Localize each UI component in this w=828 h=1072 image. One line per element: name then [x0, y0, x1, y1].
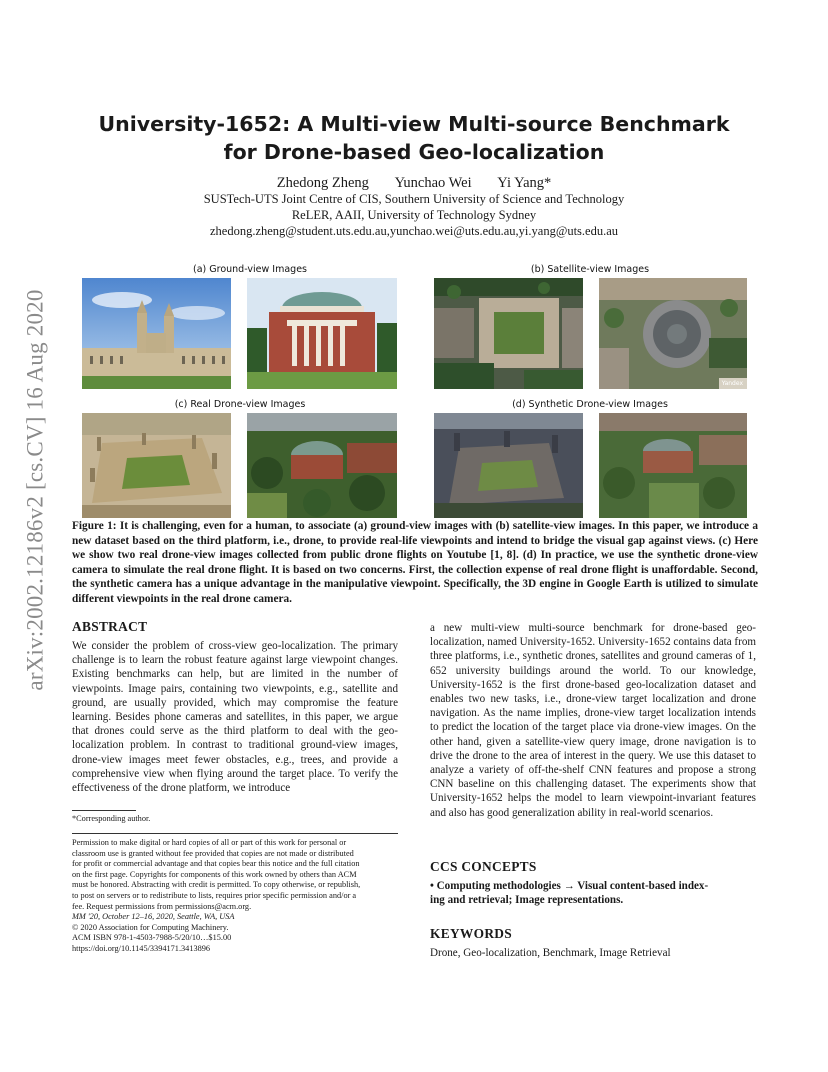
- satellite-watermark: Yandex: [721, 380, 743, 387]
- permission-line: for profit or commercial advantage and that copies bear this notice and the full citation: [72, 859, 360, 869]
- permission-line: Permission to make digital or hard copies of all or part of this work for personal or: [72, 838, 347, 847]
- affiliation-2: ReLER, AAII, University of Technology Sydney: [291, 208, 537, 222]
- abstract-heading: ABSTRACT: [72, 619, 148, 634]
- keywords-heading: KEYWORDS: [430, 926, 513, 941]
- permission-line: classroom use is granted without fee provided that copies are not made or distributed: [72, 848, 354, 858]
- figure-label-b: (b) Satellite-view Images: [530, 264, 650, 275]
- permission-line: fee. Request permissions from permissions@acm.org.: [72, 901, 252, 911]
- affiliation-1: SUSTech-UTS Joint Centre of CIS, Southern University of Science and Technology: [203, 192, 625, 206]
- footnote-rule: [72, 810, 136, 811]
- author-1: Zhedong Zheng: [276, 175, 369, 191]
- permission-rule: [72, 833, 398, 834]
- permission-line: to post on servers or to redistribute to lists, requires prior specific permission and/or a: [72, 890, 357, 900]
- ground-view-image-1: [82, 278, 231, 389]
- author-list: [72, 174, 756, 192]
- title-line-1: University-1652: A Multi-view Multi-source Benchmark: [98, 112, 730, 136]
- ccs-line-1: • Computing methodologies → Visual content-based index-: [430, 880, 709, 892]
- permission-line: on the first page. Copyrights for components of this work owned by others than ACM: [72, 869, 357, 879]
- real-drone-image-1: [82, 413, 231, 518]
- ccs-heading: CCS CONCEPTS: [430, 859, 537, 874]
- paper-title: [72, 110, 756, 166]
- real-drone-image-2: [247, 413, 397, 518]
- ground-view-image-2: [247, 278, 397, 389]
- keywords-text: Drone, Geo-localization, Benchmark, Image Retrieval: [430, 947, 671, 959]
- author-emails: zhedong.zheng@student.uts.edu.au,yunchao.wei@uts.edu.au,yi.yang@uts.edu.au: [209, 224, 619, 238]
- ccs-concepts: [430, 879, 756, 907]
- satellite-view-image-2: [599, 278, 747, 389]
- synthetic-drone-image-2: [599, 413, 747, 518]
- ccs-line-2: ing and retrieval; Image representations.: [430, 894, 624, 907]
- conference-line: MM '20, October 12–16, 2020, Seattle, WA, USA: [72, 912, 235, 922]
- author-3: Yi Yang*: [497, 175, 552, 191]
- arxiv-stamp: [16, 270, 56, 710]
- figure-label-a: (a) Ground-view Images: [193, 264, 307, 275]
- copyright-line: © 2020 Association for Computing Machinery.: [72, 922, 229, 932]
- figure-caption: Figure 1: It is challenging, even for a human, to associate (a) ground-view images with (b) satellite-view images. In this paper, we introduce a new dataset based on the third platform, i.e., drone, to provide real-life viewpoints and intend to bridge the visual gap against views. (c) Here we show two real drone-view images collected from public drone flights on Youtube [1, 8]. (d) In practice, we use the synthetic drone-view camera to simulate the real drone flight. It is based on two concerns. First, the collection expense of real drone flight is unaffordable. Second, the synthetic camera has a unique advantage in the manipulative viewpoint. Specifically, the 3D engine in Google Earth is utilized to simulate different viewpoints in the real drone camera.: [72, 520, 758, 605]
- arxiv-id: arXiv:2002.12186v2 [cs.CV] 16 Aug 2020: [23, 289, 49, 691]
- figure-label-d: (d) Synthetic Drone-view Images: [512, 399, 668, 410]
- permission-line: must be honored. Abstracting with credit is permitted. To copy otherwise, or republish,: [72, 880, 361, 890]
- isbn-line: ACM ISBN 978-1-4503-7988-5/20/10…$15.00: [72, 933, 232, 943]
- figure-label-c: (c) Real Drone-view Images: [174, 399, 306, 410]
- synthetic-drone-image-1: [434, 413, 583, 518]
- satellite-view-image-1: [434, 278, 583, 389]
- abstract-continued: a new multi-view multi-source benchmark for drone-based geo-localization, named University-1652. University-1652 contains data from three platforms, i.e., synthetic drones, satellites and ground cameras of 1, 652 university buildings around the world. To our knowledge, University-1652 is the first drone-based geo-localization dataset and enables two new tasks, i.e., drone-view target localization and drone navigation. As the name implies, drone-view target localization intends to predict the location of the target place via drone-view images. On the other hand, given a satellite-view query image, drone navigation is to drive the drone to the area of interest in the query. We use this dataset to analyze a variety of off-the-shelf CNN features and propose a strong CNN baseline on this challenging dataset. The experiments show that University-1652 helps the model to learn viewpoint-invariant features and also has good generalization ability in real-world scenarios.: [430, 622, 756, 819]
- corresponding-author-note: *Corresponding author.: [72, 814, 151, 823]
- author-2: Yunchao Wei: [394, 175, 472, 191]
- abstract-text: We consider the problem of cross-view geo-localization. The primary challenge is to learn the robust feature against large viewpoint changes. Existing benchmarks can help, but are limited in the number of viewpoints. Image pairs, containing two viewpoints, e.g., satellite and ground, are usually provided, which may compromise the feature learning. Besides phone cameras and satellites, in this paper, we argue that drones could serve as the third platform to deal with the geo-localization problem. In contrast to traditional ground-view images, drone-view images meet fewer obstacles, e.g., trees, and provide a comprehensive view when flying around the target place. To verify the effectiveness of the drone platform, we introduce: [72, 640, 398, 795]
- permission-block: [72, 838, 398, 955]
- doi-line: https://doi.org/10.1145/3394171.3413896: [72, 943, 211, 953]
- title-line-2: for Drone-based Geo-localization: [223, 140, 605, 164]
